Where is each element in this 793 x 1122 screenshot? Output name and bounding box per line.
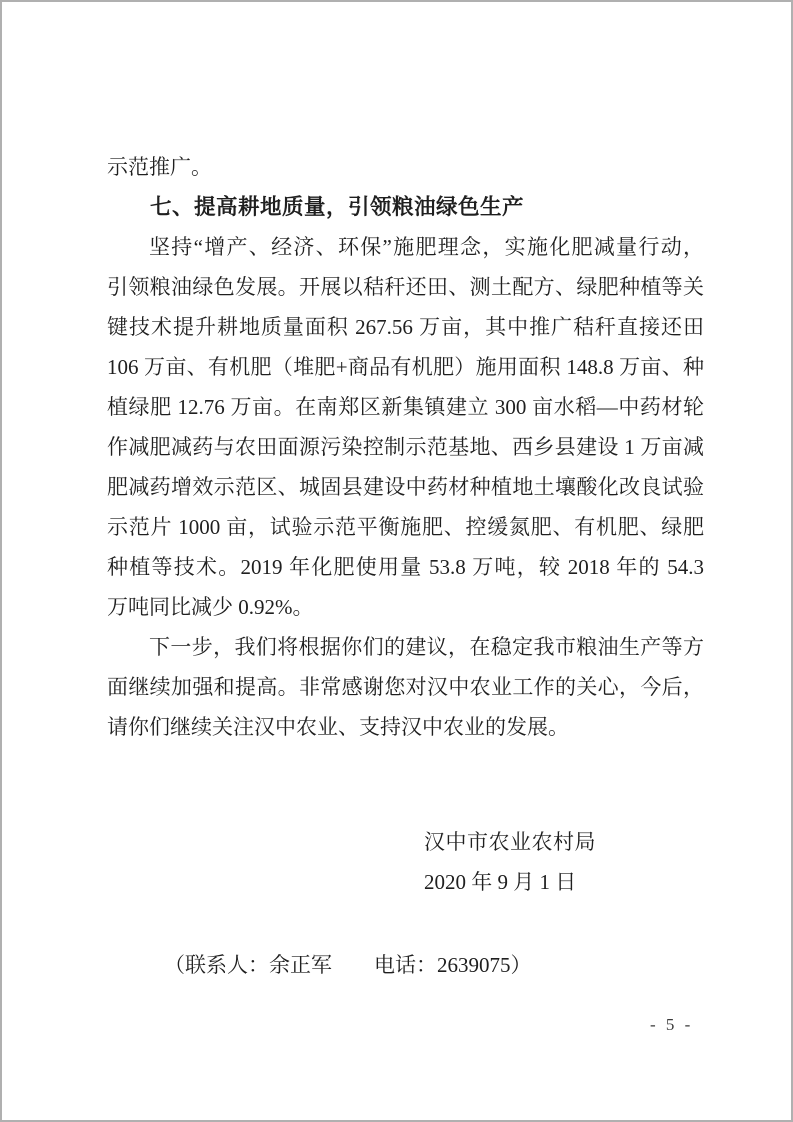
- body-line: 肥减药增效示范区、城固县建设中药材种植地土壤酸化改良试验: [107, 475, 704, 499]
- body-line: 万吨同比减少 0.92%。: [107, 595, 314, 619]
- contact-info: （联系人：余正军 电话：2639075）: [164, 953, 532, 977]
- page-number: - 5 -: [650, 1015, 694, 1034]
- body-line: 请你们继续关注汉中农业、支持汉中农业的发展。: [107, 715, 569, 739]
- signer-organization: 汉中市农业农村局: [424, 830, 596, 854]
- signature-block: [424, 822, 596, 902]
- signature-date: 2020 年 9 月 1 日: [424, 870, 577, 894]
- body-line: 示范推广。: [107, 155, 212, 179]
- body-line: 植绿肥 12.76 万亩。在南郑区新集镇建立 300 亩水稻—中药材轮: [107, 395, 704, 419]
- body-line: 面继续加强和提高。非常感谢您对汉中农业工作的关心，今后，: [107, 675, 704, 699]
- body-line: 示范片 1000 亩，试验示范平衡施肥、控缓氮肥、有机肥、绿肥: [107, 515, 704, 539]
- body-line: 下一步，我们将根据你们的建议，在稳定我市粮油生产等方: [149, 635, 704, 659]
- body-line: 种植等技术。2019 年化肥使用量 53.8 万吨，较 2018 年的 54.3: [107, 555, 704, 579]
- body-line: 106 万亩、有机肥（堆肥+商品有机肥）施用面积 148.8 万亩、种: [107, 355, 704, 379]
- body-line: 作减肥减药与农田面源污染控制示范基地、西乡县建设 1 万亩减: [107, 435, 704, 459]
- section-heading: 七、提高耕地质量，引领粮油绿色生产: [150, 195, 525, 219]
- document-body: [107, 147, 704, 747]
- body-line: 坚持“增产、经济、环保”施肥理念，实施化肥减量行动，: [149, 235, 704, 259]
- body-line: 引领粮油绿色发展。开展以秸秆还田、测土配方、绿肥种植等关: [107, 275, 704, 299]
- body-line: 键技术提升耕地质量面积 267.56 万亩，其中推广秸秆直接还田: [107, 315, 704, 339]
